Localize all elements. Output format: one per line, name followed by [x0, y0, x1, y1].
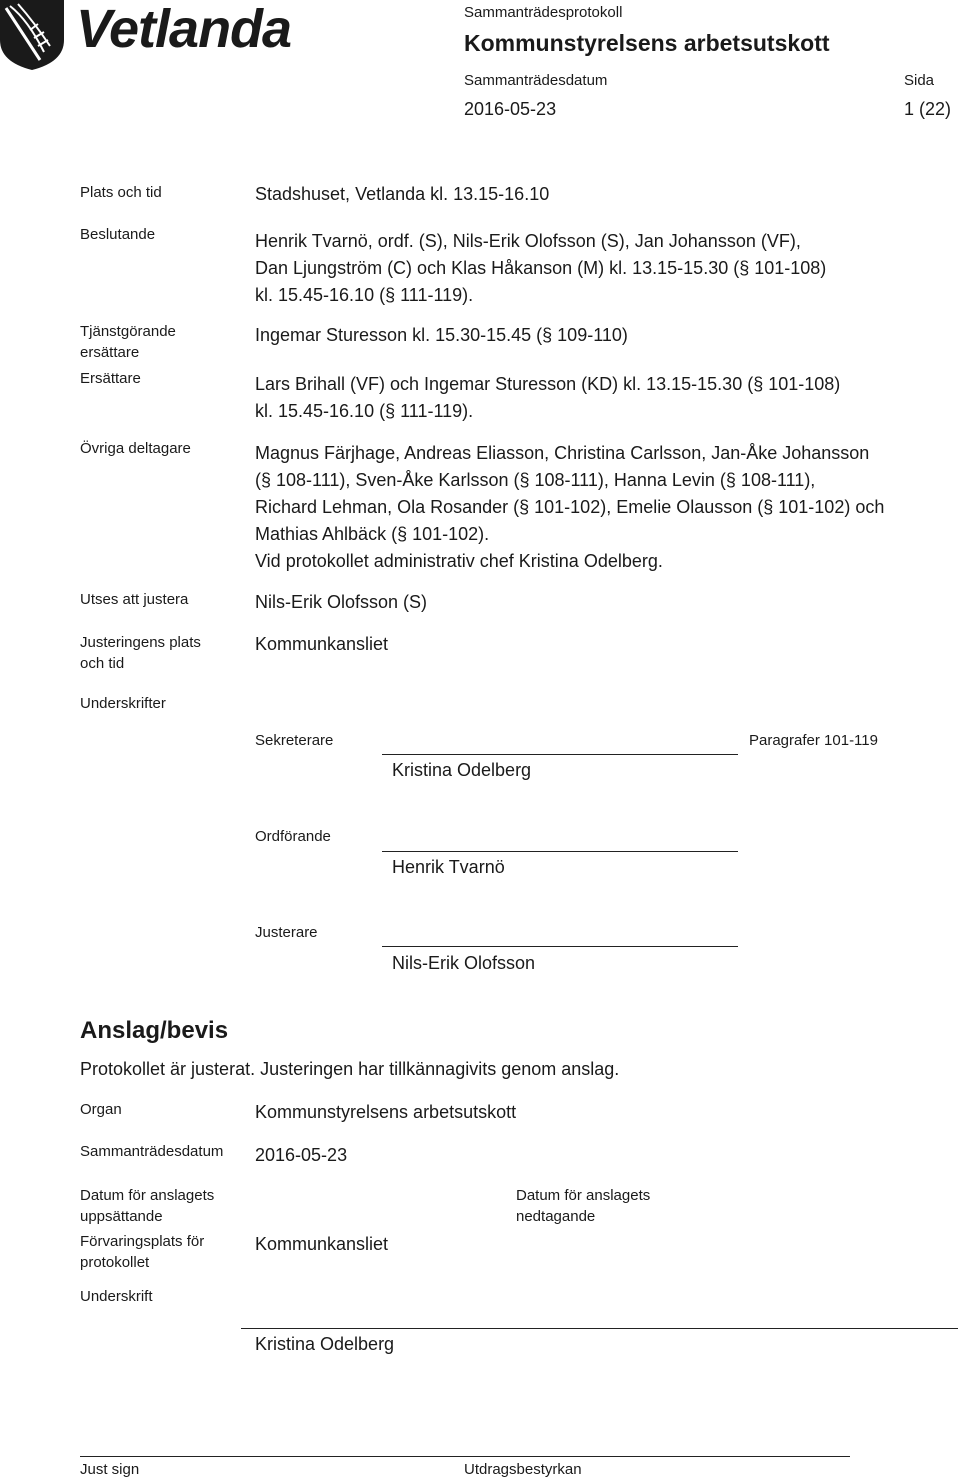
- serving-sub-value: Ingemar Sturesson kl. 15.30-15.45 (§ 109-110): [255, 325, 628, 345]
- substitutes-value: [255, 371, 945, 425]
- header-page-value: 1 (22): [904, 99, 952, 119]
- header-page-label: Sida: [904, 72, 935, 89]
- sig-adjuster-label: Justerare: [255, 924, 318, 941]
- signatures-label: Underskrifter: [80, 695, 166, 712]
- notice-signature-name: Kristina Odelberg: [255, 1334, 395, 1354]
- adjuster-signature-line: [382, 946, 738, 947]
- notice-date-value: 2016-05-23: [255, 1145, 348, 1165]
- others-label: Övriga deltagare: [80, 440, 191, 457]
- paragraphs-value: Paragrafer 101-119: [749, 732, 878, 749]
- deciding-value: [255, 228, 945, 309]
- chair-label: Ordförande: [255, 828, 331, 845]
- others-line: Mathias Ahlbäck (§ 101-102).: [255, 524, 490, 544]
- doc-type: Sammanträdesprotokoll: [464, 4, 623, 21]
- storage-label-line: protokollet: [80, 1254, 150, 1271]
- body-name: Kommunstyrelsens arbetsutskott: [464, 30, 830, 56]
- vetlanda-emblem-icon: [0, 0, 64, 70]
- others-line: Richard Lehman, Ola Rosander (§ 101-102), Emelie Olausson (§ 101-102) och: [255, 497, 885, 517]
- adj-place-label: [80, 632, 201, 674]
- removed-label-line: Datum för anslagets: [516, 1187, 651, 1204]
- signature-label: Underskrift: [80, 1288, 153, 1305]
- others-line: Vid protokollet administrativ chef Kristina Odelberg.: [255, 551, 663, 571]
- deciding-line: Henrik Tvarnö, ordf. (S), Nils-Erik Olofsson (S), Jan Johansson (VF),: [255, 231, 801, 251]
- storage-value: Kommunkansliet: [255, 1234, 389, 1254]
- posted-label-line: Datum för anslagets: [80, 1187, 215, 1204]
- notice-heading: Anslag/bevis: [80, 1017, 229, 1044]
- storage-label: [80, 1231, 204, 1273]
- organ-value: Kommunstyrelsens arbetsutskott: [255, 1102, 517, 1122]
- others-value: [255, 440, 955, 575]
- secretary-signature-line: [382, 754, 738, 755]
- substitutes-line: kl. 15.45-16.10 (§ 111-119).: [255, 401, 474, 421]
- notice-date-label: Sammanträdesdatum: [80, 1143, 224, 1160]
- organ-label: Organ: [80, 1101, 122, 1118]
- adjuster-value: Nils-Erik Olofsson (S): [255, 592, 428, 612]
- others-line: (§ 108-111), Sven-Åke Karlsson (§ 108-111), Hanna Levin (§ 108-111),: [255, 470, 816, 490]
- posted-label: [80, 1185, 214, 1227]
- storage-label-line: Förvaringsplats för: [80, 1233, 205, 1250]
- deciding-line: Dan Ljungström (C) och Klas Håkanson (M) kl. 13.15-15.30 (§ 101-108): [255, 258, 827, 278]
- adj-place-label-line: och tid: [80, 655, 125, 672]
- chair-signature-line: [382, 851, 738, 852]
- place-value: Stadshuset, Vetlanda kl. 13.15-16.10: [255, 184, 550, 204]
- deciding-label: Beslutande: [80, 226, 156, 243]
- serving-sub-label-line: Tjänstgörande: [80, 323, 176, 340]
- footer-rule: [80, 1456, 850, 1457]
- adjuster-label: Utses att justera: [80, 591, 189, 608]
- adj-place-value: Kommunkansliet: [255, 634, 389, 654]
- logo-wordmark: Vetlanda: [76, 0, 292, 59]
- removed-label-line: nedtagande: [516, 1208, 596, 1225]
- posted-label-line: uppsättande: [80, 1208, 163, 1225]
- substitutes-line: Lars Brihall (VF) och Ingemar Sturesson (KD) kl. 13.15-15.30 (§ 101-108): [255, 374, 841, 394]
- extract-cert-label: Utdragsbestyrkan: [464, 1461, 582, 1478]
- chair-name: Henrik Tvarnö: [392, 857, 505, 877]
- secretary-label: Sekreterare: [255, 732, 334, 749]
- notice-signature-line: [241, 1328, 958, 1329]
- adj-place-label-line: Justeringens plats: [80, 634, 201, 651]
- serving-sub-label-line: ersättare: [80, 344, 140, 361]
- just-sign-label: Just sign: [80, 1461, 140, 1478]
- header-date-label: Sammanträdesdatum: [464, 72, 608, 89]
- header-date-value: 2016-05-23: [464, 99, 557, 119]
- others-line: Magnus Färjhage, Andreas Eliasson, Christina Carlsson, Jan-Åke Johansson: [255, 443, 870, 463]
- substitutes-label: Ersättare: [80, 370, 141, 387]
- logo: [0, 0, 300, 70]
- secretary-name: Kristina Odelberg: [392, 760, 532, 780]
- serving-sub-label: [80, 321, 176, 363]
- notice-statement: Protokollet är justerat. Justeringen har tillkännagivits genom anslag.: [80, 1059, 620, 1079]
- place-label: Plats och tid: [80, 184, 162, 201]
- removed-label: [516, 1185, 650, 1227]
- deciding-line: kl. 15.45-16.10 (§ 111-119).: [255, 285, 474, 305]
- sig-adjuster-name: Nils-Erik Olofsson: [392, 953, 536, 973]
